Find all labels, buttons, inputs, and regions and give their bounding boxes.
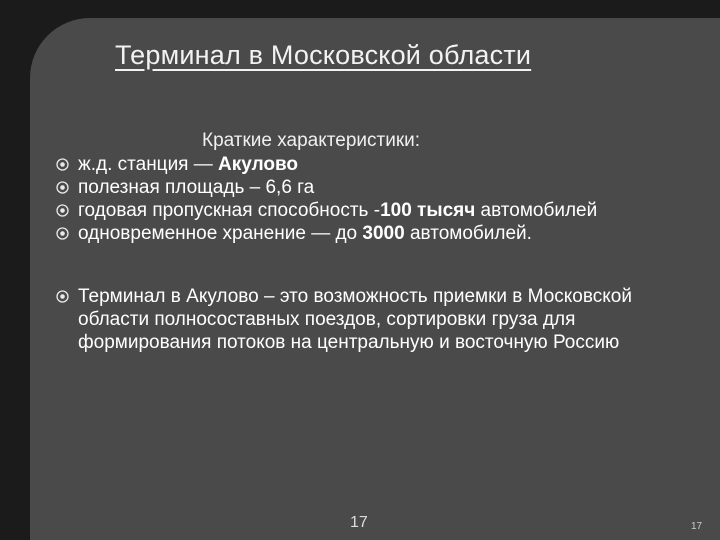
- page-number: 17: [350, 514, 368, 531]
- bullet-text: годовая пропускная способность -: [78, 200, 381, 221]
- list-item: [56, 199, 646, 222]
- bullet-text: полезная площадь – 6,6 га: [78, 177, 315, 198]
- circled-dot-icon: [56, 290, 69, 303]
- slide-subtitle: Краткие характеристики:: [202, 130, 421, 151]
- page-number-corner: 17: [691, 521, 703, 532]
- list-item: [56, 176, 646, 199]
- bullet-text: одновременное хранение — до: [78, 223, 363, 244]
- slide-title: Терминал в Московской области: [115, 40, 532, 70]
- circled-dot-icon: [56, 204, 69, 217]
- list-item: [56, 153, 646, 176]
- circled-dot-icon: [56, 227, 69, 240]
- bullet-text: Терминал в Акулово – это возможность приемки в Московской области полносоставных поездов, сортировки груза для формирования потоков на центральную и восточную Россию: [78, 286, 632, 353]
- list-item: [56, 222, 646, 245]
- bullet-text: ж.д. станция —: [78, 154, 219, 175]
- bullet-text-bold: 100 тысяч: [380, 200, 476, 221]
- circled-dot-icon: [56, 158, 69, 171]
- bullet-text-bold: Акулово: [218, 154, 299, 175]
- bullet-text-bold: 3000: [362, 223, 405, 244]
- circled-dot-icon: [56, 181, 69, 194]
- bullet-text: автомобилей: [475, 200, 598, 221]
- bullet-text: автомобилей.: [404, 223, 532, 244]
- list-item: [56, 285, 646, 354]
- bullet-list: [56, 153, 646, 354]
